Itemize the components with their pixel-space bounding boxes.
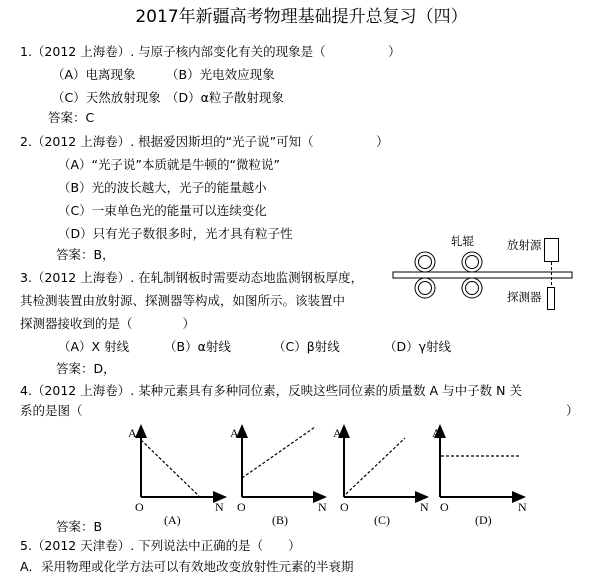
- graph-a-x-label: N: [215, 500, 224, 514]
- page-title: 2017年新疆高考物理基础提升总复习（四）: [135, 7, 468, 27]
- graph-d-origin-label: O: [440, 500, 449, 514]
- graph-c: [344, 426, 427, 497]
- question-3-stem-line-2: 其检测装置由放射源、探测器等构成，如图所示。该装置中: [20, 293, 346, 308]
- detector-label: 探测器: [507, 290, 542, 304]
- graph-c-x-label: N: [420, 500, 429, 514]
- question-1-stem: 1.（2012 上海卷）. 与原子核内部变化有关的现象是（ ）: [20, 44, 401, 59]
- question-4-stem-line-1: 4.（2012 上海卷）. 某种元素具有多种同位素，反映这些同位素的质量数 A 与中子数 N 关: [20, 383, 522, 398]
- question-3-stem-line-3: 探测器接收到的是（ ）: [20, 316, 196, 331]
- q1-option-c: （C）天然放射现象: [52, 90, 161, 105]
- q5-option-a: A．采用物理或化学方法可以有效地改变放射性元素的半衰期: [20, 559, 354, 574]
- graph-a-caption: (A): [164, 513, 181, 527]
- q2-answer: 答案：B，: [56, 247, 115, 262]
- q1-option-d: （D）α粒子散射现象: [166, 90, 284, 105]
- graph-c-origin-label: O: [340, 500, 349, 514]
- q3-option-a: （A）X 射线: [58, 339, 130, 354]
- roller-label: 轧辊: [451, 234, 474, 248]
- q1-option-b: （B）光电效应现象: [166, 67, 275, 82]
- question-4-close-paren: ）: [566, 403, 579, 418]
- q3-answer: 答案：D，: [56, 361, 116, 376]
- graph-b-x-label: N: [318, 500, 327, 514]
- graph-d: [440, 426, 524, 497]
- question-2-stem: 2.（2012 上海卷）. 根据爱因斯坦的“光子说”可知（ ）: [20, 134, 389, 149]
- q1-answer: 答案：C: [48, 110, 95, 125]
- steel-plate: [393, 272, 572, 278]
- q2-option-a: （A）“光子说”本质就是牛顿的“微粒说”: [58, 157, 280, 172]
- question-3-stem-line-1: 3.（2012 上海卷）. 在轧制钢板时需要动态地监测钢板厚度，: [20, 270, 364, 285]
- q3-option-d: （D）γ射线: [384, 339, 452, 354]
- graph-a: [141, 426, 225, 497]
- question-4-stem-line-2: 系的是图（: [20, 403, 83, 418]
- graph-a-y-label: A: [128, 426, 137, 440]
- question-5-stem: 5.（2012 天津卷）. 下列说法中正确的是（ ）: [20, 538, 301, 553]
- radiation-source-box: [545, 239, 559, 262]
- graph-b-origin-label: O: [237, 500, 246, 514]
- graph-d-caption: (D): [475, 513, 492, 527]
- q3-option-c: （C）β射线: [273, 339, 340, 354]
- source-label: 放射源: [507, 238, 542, 252]
- q2-option-b: （B）光的波长越大，光子的能量越小: [58, 180, 267, 195]
- graph-d-x-label: N: [518, 500, 527, 514]
- graph-d-y-label: A: [432, 426, 441, 440]
- q2-option-c: （C）一束单色光的能量可以连续变化: [58, 203, 267, 218]
- graph-c-caption: (C): [374, 513, 390, 527]
- q2-option-d: （D）只有光子数很多时，光才具有粒子性: [58, 226, 293, 241]
- graph-c-y-label: A: [333, 426, 342, 440]
- q1-option-a: （A）电离现象: [52, 67, 136, 82]
- graph-a-origin-label: O: [135, 500, 144, 514]
- graph-b: [242, 426, 325, 497]
- q3-option-b: （B）α射线: [164, 339, 231, 354]
- detector-box: [548, 288, 555, 310]
- graph-b-caption: (B): [272, 513, 288, 527]
- graph-b-y-label: A: [230, 426, 239, 440]
- q4-answer: 答案：B: [56, 519, 103, 534]
